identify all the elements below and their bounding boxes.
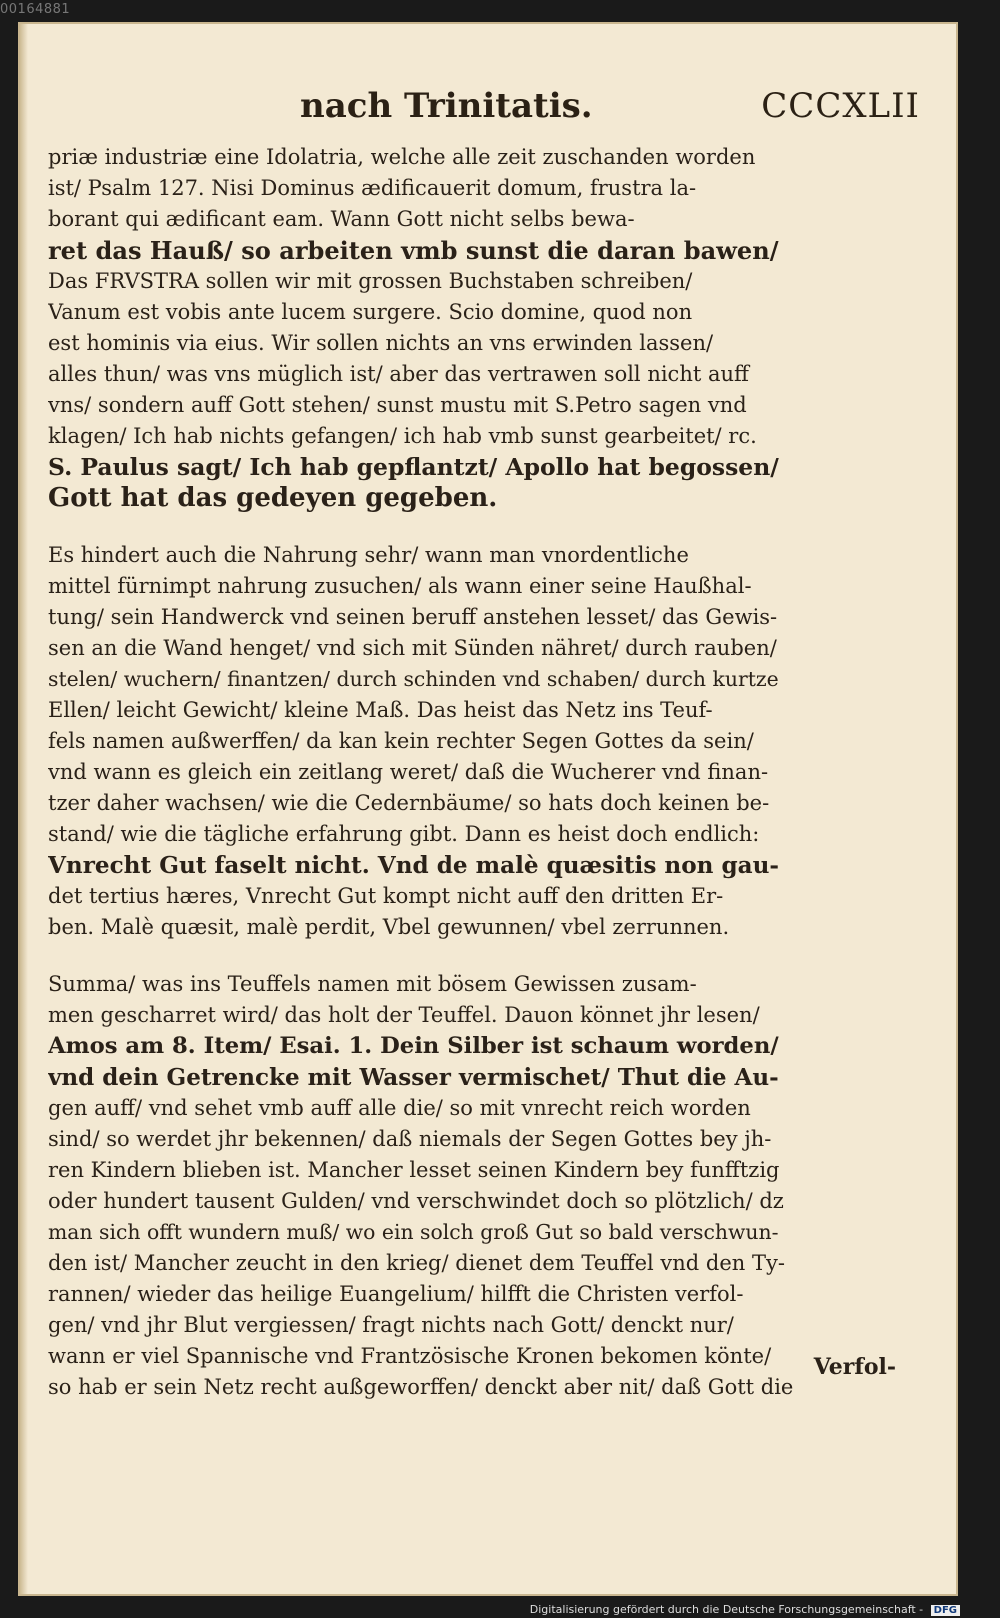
paragraph-gap <box>48 943 794 969</box>
text-line: tzer daher wachsen/ wie die Cedernbäume/ so hats doch keinen be- <box>48 791 770 815</box>
body-text <box>48 142 794 1403</box>
catchword: Verfol- <box>813 1354 896 1380</box>
text-line: alles thun/ was vns müglich ist/ aber das vertrawen soll nicht auff <box>48 362 749 386</box>
text-line: oder hundert tausent Gulden/ vnd verschwindet doch so plötzlich/ dz <box>48 1189 784 1213</box>
text-line: Vnrecht Gut faselt nicht. Vnd de malè quæsitis non gau- <box>48 852 779 879</box>
text-line: sind/ so werdet jhr bekennen/ daß niemals der Segen Gottes bey jh- <box>48 1127 772 1151</box>
text-line: so hab er sein Netz recht außgeworffen/ denckt aber nit/ daß Gott die <box>48 1375 794 1399</box>
text-line: vnd dein Getrencke mit Wasser vermischet/ Thut die Au- <box>48 1064 779 1091</box>
text-line: Gott hat das gedeyen gegeben. <box>48 483 498 513</box>
text-line: priæ industriæ eine Idolatria, welche alle zeit zuschanden worden <box>48 145 756 169</box>
text-line: wann er viel Spannische vnd Frantzösische Kronen bekomen könte/ <box>48 1344 772 1368</box>
running-head-title: nach Trinitatis. <box>300 86 593 126</box>
footer <box>530 1603 960 1616</box>
dfg-logo: DFG <box>931 1605 960 1616</box>
book-page <box>18 22 958 1596</box>
text-line: fels namen außwerffen/ da kan kein rechter Segen Gottes da sein/ <box>48 729 754 753</box>
text-line: vns/ sondern auff Gott stehen/ sunst mustu mit S.Petro sagen vnd <box>48 393 747 417</box>
text-line: stelen/ wuchern/ finantzen/ durch schinden vnd schaben/ durch kurtze <box>48 667 779 691</box>
text-line: klagen/ Ich hab nichts gefangen/ ich hab vmb sunst gearbeitet/ rc. <box>48 424 757 448</box>
text-line: ren Kindern blieben ist. Mancher lesset seinen Kindern bey funfftzig <box>48 1158 780 1182</box>
text-line: Summa/ was ins Teuffels namen mit bösem Gewissen zusam- <box>48 972 697 996</box>
text-line: ben. Malè quæsit, malè perdit, Vbel gewunnen/ vbel zerrunnen. <box>48 915 730 939</box>
text-line: stand/ wie die tägliche erfahrung gibt. Dann es heist doch endlich: <box>48 822 760 846</box>
page-gutter-shade <box>20 24 28 1594</box>
text-line: det tertius hæres, Vnrecht Gut kompt nicht auff den dritten Er- <box>48 884 724 908</box>
text-line: tung/ sein Handwerck vnd seinen beruff anstehen lesset/ das Gewis- <box>48 605 778 629</box>
footer-credit: Digitalisierung gefördert durch die Deutsche Forschungsgemeinschaft - <box>529 1603 924 1616</box>
text-line: rannen/ wieder das heilige Euangelium/ hilfft die Christen verfol- <box>48 1282 744 1306</box>
text-line: den ist/ Mancher zeucht in den krieg/ dienet dem Teuffel vnd den Ty- <box>48 1251 785 1275</box>
text-line: ist/ Psalm 127. Nisi Dominus ædificauerit domum, frustra la- <box>48 176 697 200</box>
text-line: Das FRVSTRA sollen wir mit grossen Buchstaben schreiben/ <box>48 269 693 293</box>
text-line: borant qui ædificant eam. Wann Gott nicht selbs bewa- <box>48 207 635 231</box>
text-line: Amos am 8. Item/ Esai. 1. Dein Silber ist schaum worden/ <box>48 1033 779 1059</box>
text-line: gen auff/ vnd sehet vmb auff alle die/ so mit vnrecht reich worden <box>48 1096 751 1120</box>
text-line: sen an die Wand henget/ vnd sich mit Sünden nähret/ durch rauben/ <box>48 636 777 660</box>
text-line: S. Paulus sagt/ Ich hab gepflantzt/ Apollo hat begossen/ <box>48 453 779 481</box>
text-line: mittel fürnimpt nahrung zusuchen/ als wann einer seine Haußhal- <box>48 574 752 598</box>
text-line: man sich offt wundern muß/ wo ein solch groß Gut so bald verschwun- <box>48 1220 779 1244</box>
text-line: Vanum est vobis ante lucem surgere. Scio domine, quod non <box>48 300 693 324</box>
text-line: Ellen/ leicht Gewicht/ kleine Maß. Das heist das Netz ins Teuf- <box>48 698 713 722</box>
scan-id: 00164881 <box>0 2 71 17</box>
text-line: gen/ vnd jhr Blut vergiessen/ fragt nichts nach Gott/ denckt nur/ <box>48 1313 734 1337</box>
page-number: CCCXLII <box>761 86 920 126</box>
text-line: vnd wann es gleich ein zeitlang weret/ daß die Wucherer vnd finan- <box>48 760 769 784</box>
text-line: Es hindert auch die Nahrung sehr/ wann man vnordentliche <box>48 543 689 567</box>
text-line: est hominis via eius. Wir sollen nichts an vns erwinden lassen/ <box>48 331 714 355</box>
text-line: men gescharret wird/ das holt der Teuffel. Dauon könnet jhr lesen/ <box>48 1003 760 1027</box>
text-line: ret das Hauß/ so arbeiten vmb sunst die daran bawen/ <box>48 236 779 265</box>
paragraph-gap <box>48 514 794 540</box>
